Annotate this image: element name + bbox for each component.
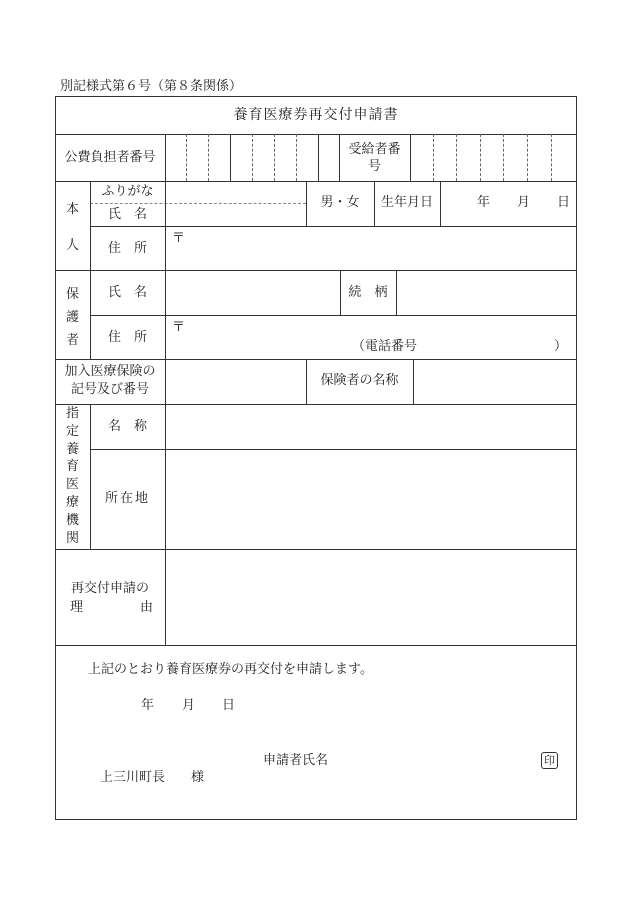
form-header-note: 別記様式第６号（第８条関係） — [60, 79, 243, 94]
applicant-name-field[interactable] — [340, 750, 535, 770]
institution-section-label: 指 定 養 育 医 療 機 関 — [65, 406, 79, 546]
institution-name-label: 名 称 — [107, 419, 147, 434]
insurer-name-label: 保険者の名称 — [320, 373, 399, 388]
institution-name-field[interactable] — [166, 405, 575, 448]
address-label: 住 所 — [107, 241, 147, 256]
name-label: 氏 名 — [107, 207, 147, 222]
reason-label: 再交付申請の — [70, 581, 149, 596]
phone-close: ） — [554, 339, 568, 354]
phone-label: （電話番号 — [352, 339, 418, 354]
guardian-name-label: 氏 名 — [107, 285, 147, 300]
addressee-text: 上三川町長 様 — [100, 770, 205, 785]
name-field[interactable] — [166, 204, 306, 225]
form-title: 養育医療券再交付申請書 — [233, 107, 399, 123]
payer-number-label: 公費負担者番号 — [64, 150, 156, 165]
recipient-number-label-cont: 号 — [367, 159, 381, 174]
divider — [55, 645, 577, 646]
date-month-label: 月 — [182, 698, 196, 713]
divider — [55, 181, 577, 182]
insurer-name-field[interactable] — [414, 360, 575, 403]
insurance-label: 加入医療保険の — [64, 364, 156, 379]
birth-month-label: 月 — [517, 195, 531, 210]
birth-day-label: 日 — [557, 195, 571, 210]
guardian-address-label: 住 所 — [107, 330, 147, 345]
guardian-address-field[interactable] — [166, 316, 575, 358]
furigana-field[interactable] — [166, 182, 306, 202]
insurance-number-field[interactable] — [166, 360, 306, 403]
birthdate-label: 生年月日 — [380, 195, 433, 210]
recipient-number-label: 受給者番 — [348, 142, 401, 157]
insurance-label-cont: 記号及び番号 — [70, 382, 149, 397]
birth-year-label: 年 — [477, 195, 491, 210]
address-field[interactable] — [166, 227, 575, 269]
seal-mark: 印 — [541, 752, 558, 769]
guardian-postal-mark: 〒 — [172, 320, 186, 335]
institution-location-label: 所在地 — [104, 491, 150, 506]
reason-label-cont-b: 由 — [140, 600, 154, 615]
applicant-name-label: 申請者氏名 — [263, 753, 329, 768]
payer-number-field[interactable] — [166, 135, 339, 180]
institution-location-field[interactable] — [166, 450, 575, 548]
date-year-label: 年 — [141, 698, 155, 713]
reason-label-cont-a: 理 — [70, 600, 84, 615]
reason-field[interactable] — [166, 550, 575, 644]
guardian-section-label: 保 護 者 — [65, 287, 79, 348]
date-day-label: 日 — [222, 698, 236, 713]
sex-selector[interactable]: 男・女 — [320, 195, 360, 210]
guardian-name-field[interactable] — [166, 271, 340, 314]
self-section-label: 本 人 — [65, 202, 79, 253]
postal-mark: 〒 — [172, 231, 186, 246]
relation-label: 続 柄 — [348, 285, 388, 300]
relation-field[interactable] — [397, 271, 575, 314]
divider — [440, 181, 441, 226]
furigana-label: ふりがな — [101, 184, 154, 199]
recipient-number-field[interactable] — [411, 135, 575, 180]
statement-text: 上記のとおり養育医療券の再交付を申請します。 — [88, 662, 373, 677]
